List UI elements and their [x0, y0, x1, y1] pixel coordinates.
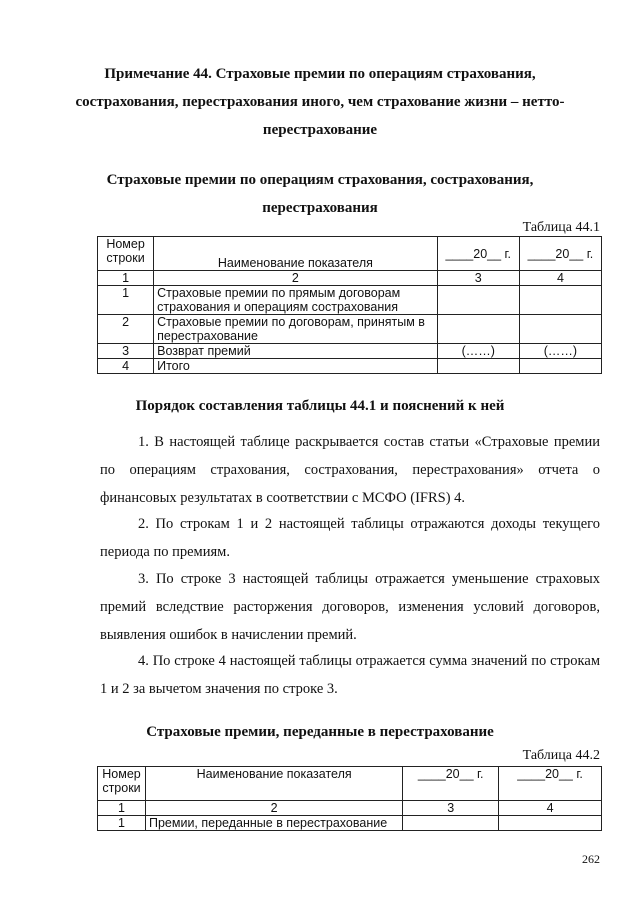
table2-header-row-num: Номер строки — [98, 767, 146, 801]
table1-header-col3: ____20__ г. — [437, 237, 519, 271]
table1-colnum: 3 — [437, 271, 519, 286]
table2-colnum-row — [98, 801, 602, 816]
table1-header-row — [98, 237, 602, 271]
table2-header-row — [98, 767, 602, 801]
table1-colnum: 4 — [519, 271, 601, 286]
table1-colnum: 1 — [98, 271, 154, 286]
table1 — [97, 236, 602, 374]
row-value-col4 — [519, 286, 601, 315]
row-name: Возврат премий — [154, 344, 438, 359]
table1-colnum: 2 — [154, 271, 438, 286]
row-number: 1 — [98, 816, 146, 831]
table2-caption: Таблица 44.2 — [522, 748, 600, 763]
row-number: 2 — [98, 315, 154, 344]
row-value-col3 — [403, 816, 499, 831]
table2-colnum: 1 — [98, 801, 146, 816]
row-number: 4 — [98, 359, 154, 374]
note-heading-line1: Примечание 44. Страховые премии по операциям страхования, — [104, 66, 536, 82]
table1-colnum-row — [98, 271, 602, 286]
row-value-col4 — [499, 816, 602, 831]
table1-header-name: Наименование показателя — [154, 237, 438, 271]
section1-heading-line2: перестрахования — [262, 200, 378, 216]
section2-heading: Страховые премии, переданные в перестрахование — [146, 724, 494, 740]
paragraph-1: 1. В настоящей таблице раскрывается состав статьи «Страховые премии по операциям страхования, сострахования, перестрахования» отчета о финансовых результатах в соответствии с МСФО (IFRS) 4. — [100, 434, 600, 506]
row-name: Премии, переданные в перестрахование — [145, 816, 402, 831]
table2 — [97, 766, 602, 831]
table-row — [98, 286, 602, 315]
table1-caption: Таблица 44.1 — [522, 220, 600, 235]
row-value-col4 — [519, 315, 601, 344]
section1-heading — [100, 166, 540, 222]
table1-header-row-num: Номер строки — [98, 237, 154, 271]
table2-header-col3: ____20__ г. — [403, 767, 499, 801]
row-value-col3: (……) — [437, 344, 519, 359]
paragraph-3: 3. По строке 3 настоящей таблицы отражается уменьшение страховых премий вследствие расторжения договоров, изменения условий договоров, выявления ошибок в начислении премий. — [100, 571, 600, 643]
table2-colnum: 3 — [403, 801, 499, 816]
row-value-col3 — [437, 315, 519, 344]
row-value-col4 — [519, 359, 601, 374]
note-heading-line2: сострахования, перестрахования иного, чем страхование жизни – нетто- — [75, 94, 565, 110]
page-number: 262 — [582, 852, 600, 866]
table-row — [98, 344, 602, 359]
paragraph-4: 4. По строке 4 настоящей таблицы отражается сумма значений по строкам 1 и 2 за вычетом значения по строке 3. — [100, 653, 600, 697]
table2-header-col4: ____20__ г. — [499, 767, 602, 801]
row-name: Итого — [154, 359, 438, 374]
table2-colnum: 2 — [145, 801, 402, 816]
row-number: 3 — [98, 344, 154, 359]
section1-heading-line1: Страховые премии по операциям страхования, сострахования, — [106, 172, 534, 188]
table1-header-col4: ____20__ г. — [519, 237, 601, 271]
procedure-heading: Порядок составления таблицы 44.1 и пояснений к ней — [135, 398, 505, 414]
paragraph-2: 2. По строкам 1 и 2 настоящей таблицы отражаются доходы текущего периода по премиям. — [100, 516, 600, 560]
row-value-col4: (……) — [519, 344, 601, 359]
table-row — [98, 359, 602, 374]
table-row — [98, 315, 602, 344]
table-row — [98, 816, 602, 831]
row-value-col3 — [437, 286, 519, 315]
note-heading — [60, 60, 580, 144]
table2-header-name: Наименование показателя — [145, 767, 402, 801]
row-value-col3 — [437, 359, 519, 374]
row-number: 1 — [98, 286, 154, 315]
note-heading-line3: перестрахование — [262, 122, 378, 138]
row-name: Страховые премии по прямым договорам страхования и операциям сострахования — [154, 286, 438, 315]
row-name: Страховые премии по договорам, принятым в перестрахование — [154, 315, 438, 344]
table2-colnum: 4 — [499, 801, 602, 816]
